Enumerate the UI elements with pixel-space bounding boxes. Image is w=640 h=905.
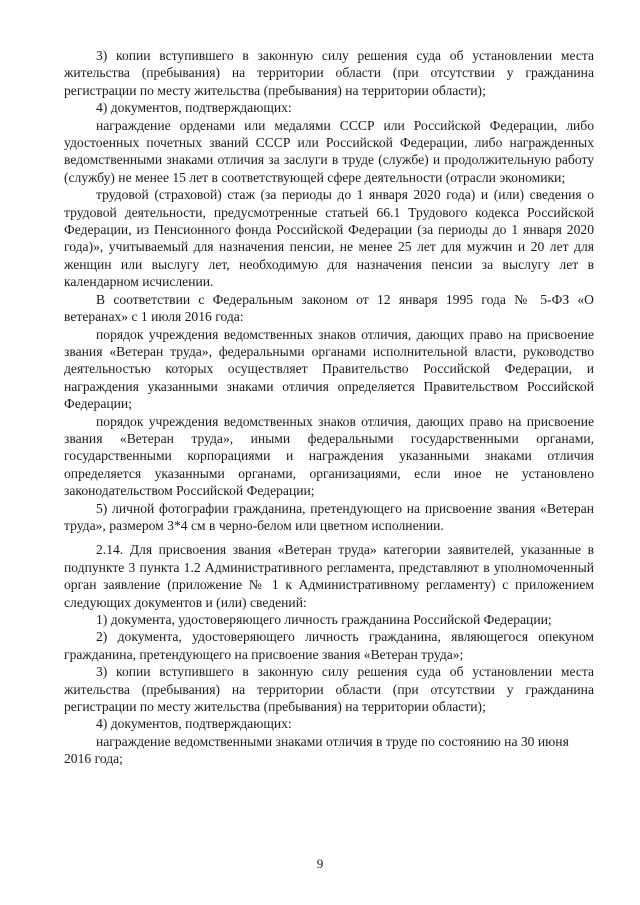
paragraph-federal-law: В соответствии с Федеральным законом от 12 января 1995 года № 5-ФЗ «О ветеранах» с 1 июля 2016 года: (64, 291, 594, 325)
paragraph-guardian-document: 2) документа, удостоверяющего личность гражданина, являющегося опекуном гражданина, претендующего на присвоение звания «Ветеран труда»; (64, 629, 594, 662)
page-number: 9 (316, 856, 324, 871)
paragraph-procedure-federal-bodies: порядок учреждения ведомственных знаков отличия, дающих право на присвоение звания «Ветеран труда», федеральными органами исполнительной власти, руководство деятельностью которых осуществляет Правительство Российской Федерации, и награждения указанными знаками отличия определяется Правительством Российской Федерации; (64, 326, 594, 412)
document-body (64, 47, 594, 768)
paragraph-court-decision-1: 3) копии вступившего в законную силу решения суда об установлении места жительства (пребывания) на территории области (при отсутствии у гражданина регистрации по месту жительства (пребывания) на территории области); (64, 48, 594, 98)
paragraph-work-experience: трудовой (страховой) стаж (за периоды до 1 января 2020 года) и (или) сведения о трудовой деятельности, предусмотренные статьей 66.1 Трудового кодекса Российской Федерации, из Пенсионного фонда Российской Федерации (за периоды до 1 января 2020 года)», учитываемый для назначения пенсии, не менее 25 лет для мужчин и 20 лет для женщин или выслугу лет, необходимую для назначения пенсии за выслугу лет в календарном исчислении. (64, 187, 594, 290)
paragraph-documents-confirming-1: 4) документов, подтверждающих: (96, 100, 292, 116)
paragraph-procedure-other-bodies: порядок учреждения ведомственных знаков отличия, дающих право на присвоение звания «Ветеран труда», иными федеральными государственными органами, государственными корпорациями и награждения указанными знаками отличия определяется указанными органами, организациями, если иное не установлено законодательством Российской Федерации; (64, 413, 594, 499)
paragraph-photo: 5) личной фотографии гражданина, претендующего на присвоение звания «Ветеран труда», размером 3*4 см в черно-белом или цветном исполнении. (64, 500, 594, 533)
paragraph-identity-document: 1) документа, удостоверяющего личность гражданина Российской Федерации; (96, 612, 552, 627)
paragraph-court-decision-2: 3) копии вступившего в законную силу решения суда об установлении места жительства (пребывания) на территории области (при отсутствии у гражданина регистрации по месту жительства (пребывания) на территории области); (64, 664, 594, 715)
paragraph-departmental-awards: награждение ведомственными знаками отличия в труде по состоянию на 30 июня 2016 года; (64, 733, 569, 767)
paragraph-awards-orders-medals: награждение орденами или медалями СССР или Российской Федерации, либо удостоенных почетных званий СССР или Российской Федерации, либо награжденных ведомственными знаками отличия за заслуги в труде (службе) и продолжительную работу (службу) не менее 15 лет в соответствующей сфере деятельности (отрасли экономики; (64, 117, 594, 185)
paragraph-section-2-14: 2.14. Для присвоения звания «Ветеран труда» категории заявителей, указанные в подпункте 3 пункта 1.2 Административного регламента, представляют в уполномоченный орган заявление (приложение № 1 к Административному регламенту) с приложением следующих документов и (или) сведений: (64, 542, 594, 610)
paragraph-documents-confirming-2: 4) документов, подтверждающих: (96, 716, 292, 732)
